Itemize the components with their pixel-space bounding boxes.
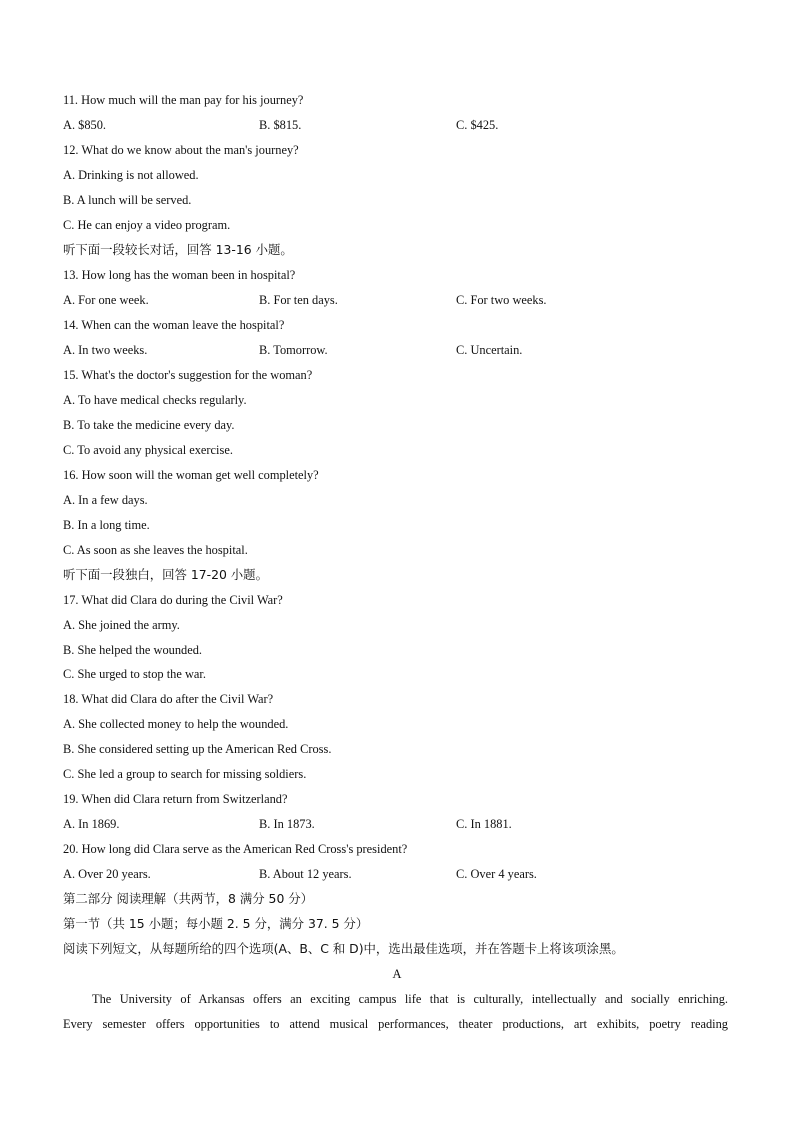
instruction-dialog: 听下面一段较长对话，回答 13-16 小题。 <box>63 242 293 257</box>
question-16: 16. How soon will the woman get well completely? <box>63 468 319 482</box>
passage-label: A <box>392 967 402 981</box>
question-14: 14. When can the woman leave the hospital? <box>63 318 285 332</box>
option-18-b: B. She considered setting up the American Red Cross. <box>63 742 332 756</box>
part2-title: 第二部分 阅读理解（共两节，8 满分 50 分） <box>63 891 314 906</box>
section1-title: 第一节（共 15 小题；每小题 2. 5 分，满分 37. 5 分） <box>63 916 369 931</box>
option-11-a: A. $850. <box>63 118 107 132</box>
question-11: 11. How much will the man pay for his journey? <box>63 93 304 107</box>
option-12-b: B. A lunch will be served. <box>63 193 192 207</box>
question-13: 13. How long has the woman been in hospital? <box>63 268 296 282</box>
option-20-c: C. Over 4 years. <box>456 867 537 881</box>
option-16-a: A. In a few days. <box>63 493 148 507</box>
reading-directions: 阅读下列短文，从每题所给的四个选项(A、B、C 和 D)中，选出最佳选项，并在答题卡上将该项涂黑。 <box>63 941 624 956</box>
option-11-c: C. $425. <box>456 118 499 132</box>
question-18: 18. What did Clara do after the Civil War? <box>63 692 274 706</box>
option-14-b: B. Tomorrow. <box>259 343 328 357</box>
option-13-c: C. For two weeks. <box>456 293 547 307</box>
question-12: 12. What do we know about the man's journey? <box>63 143 299 157</box>
option-14-c: C. Uncertain. <box>456 343 523 357</box>
option-18-c: C. She led a group to search for missing soldiers. <box>63 767 307 781</box>
option-19-a: A. In 1869. <box>63 817 120 831</box>
instruction-monologue: 听下面一段独白，回答 17-20 小题。 <box>63 567 268 582</box>
option-20-a: A. Over 20 years. <box>63 867 151 881</box>
option-17-c: C. She urged to stop the war. <box>63 667 206 681</box>
option-11-b: B. $815. <box>259 118 302 132</box>
question-19: 19. When did Clara return from Switzerland? <box>63 792 288 806</box>
question-20: 20. How long did Clara serve as the American Red Cross's president? <box>63 842 408 856</box>
option-13-a: A. For one week. <box>63 293 149 307</box>
option-18-a: A. She collected money to help the wounded. <box>63 717 289 731</box>
passage-line-2: Every semester offers opportunities to attend musical performances, theater productions, art exhibits, poetry reading <box>63 1017 728 1031</box>
option-14-a: A. In two weeks. <box>63 343 148 357</box>
option-12-a: A. Drinking is not allowed. <box>63 168 199 182</box>
option-20-b: B. About 12 years. <box>259 867 352 881</box>
question-15: 15. What's the doctor's suggestion for the woman? <box>63 368 313 382</box>
passage-line-1: The University of Arkansas offers an exciting campus life that is culturally, intellectually and socially enriching. <box>92 992 728 1006</box>
option-19-c: C. In 1881. <box>456 817 512 831</box>
option-19-b: B. In 1873. <box>259 817 315 831</box>
option-17-b: B. She helped the wounded. <box>63 643 203 657</box>
option-15-b: B. To take the medicine every day. <box>63 418 235 432</box>
option-15-a: A. To have medical checks regularly. <box>63 393 247 407</box>
option-16-c: C. As soon as she leaves the hospital. <box>63 543 248 557</box>
question-17: 17. What did Clara do during the Civil War? <box>63 593 283 607</box>
option-13-b: B. For ten days. <box>259 293 338 307</box>
option-15-c: C. To avoid any physical exercise. <box>63 443 233 457</box>
option-16-b: B. In a long time. <box>63 518 150 532</box>
option-12-c: C. He can enjoy a video program. <box>63 218 231 232</box>
option-17-a: A. She joined the army. <box>63 618 180 632</box>
